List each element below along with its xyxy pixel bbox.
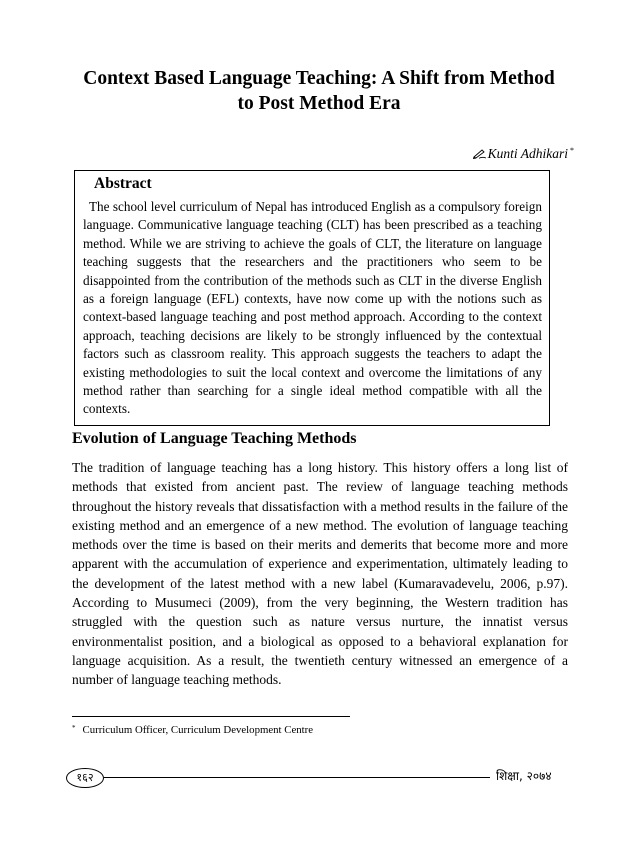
journal-name: शिक्षा, २०७४ [496, 769, 552, 783]
footnote-mark: * [72, 724, 76, 732]
paper-title-line-1: Context Based Language Teaching: A Shift from Method [83, 68, 555, 89]
section-heading: Evolution of Language Teaching Methods [72, 430, 357, 447]
author-footnote-mark: * [570, 146, 574, 155]
paper-title [40, 66, 598, 116]
footer-rule [104, 777, 490, 778]
page-number: १६२ [66, 768, 104, 788]
footnote-text: Curriculum Officer, Curriculum Development Centre [82, 724, 314, 736]
author-name: Kunti Adhikari [487, 146, 568, 161]
abstract-box [74, 170, 550, 426]
body-paragraph: The tradition of language teaching has a long history. This history offers a long list of methods that existed from ancient past. The review of language teaching methods throughout the history reveals that dissatisfaction with a method results in the failure of the existing method and an emergence of a new method. The evolution of language teaching methods over the time is based on their merits and demerits that become more and more apparent with the accumulation of experience and experimentation, ultimately leading to the development of the latest method with a new label (Kumaravadevelu, 2006, p.97). According to Musumeci (2009), from the very beginning, the Western tradition has struggled with the question such as nature versus nurture, the innatist versus environmentalist position, and a biological as opposed to a behavioral explanation for language acquisition. As a result, the twentieth century witnessed an emergence of a number of language teaching methods. [72, 460, 568, 688]
footnote-divider [72, 716, 350, 717]
abstract-text: The school level curriculum of Nepal has introduced English as a compulsory foreign language. Communicative language teaching (CLT) has been prescribed as a teaching method. While we are striving to achieve the goals of CLT, the literature on language teaching suggests that the researchers and the practitioners who seem to be disappointed from the contribution of the methods such as CLT in the diverse English as a foreign language (EFL) contexts, have now come up with the notions such as context-based language teaching and post method approach. According to the context approach, teaching decisions are likely to be strongly influenced by the contextual factors such as classroom reality. This approach suggests the teachers to adapt the existing methodologies to suit the local context and overcome the limitations of any method rather than searching for a single ideal method compatible with all the contexts. [83, 199, 542, 417]
abstract-heading: Abstract [94, 175, 152, 192]
author-line [473, 146, 574, 162]
pen-writing-icon [473, 148, 487, 159]
footnote [72, 724, 313, 736]
paper-title-line-2: to Post Method Era [237, 93, 401, 114]
